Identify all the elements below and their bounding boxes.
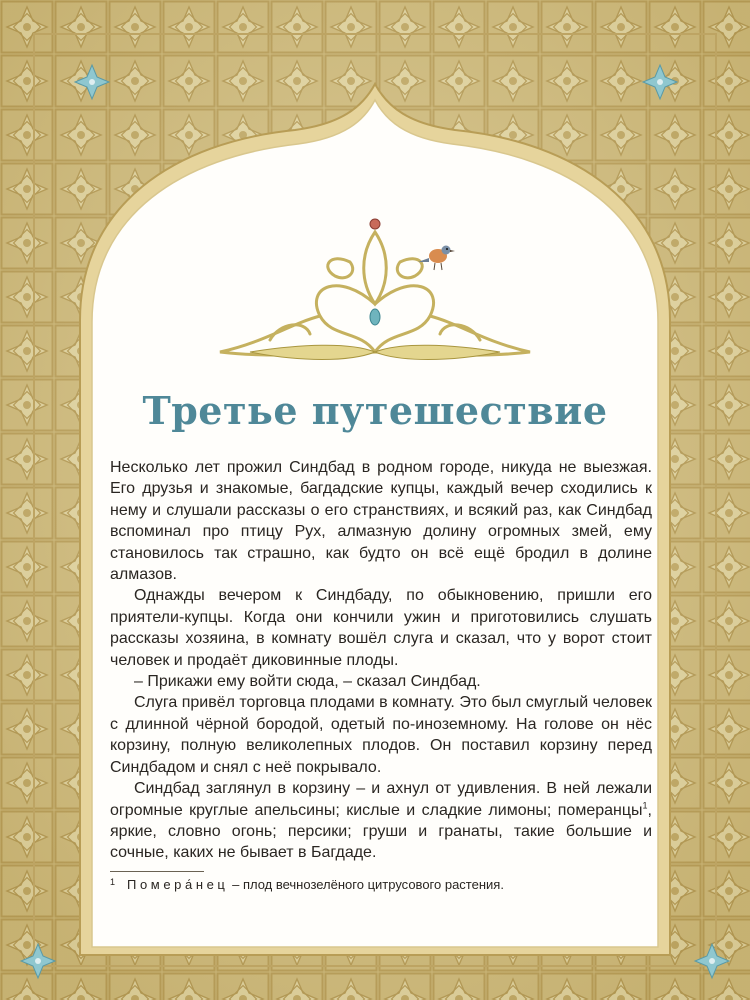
footnote-mark: 1	[110, 877, 116, 887]
paragraph: Однажды вечером к Синдбаду, по обыкновению, пришли его приятели-купцы. Когда они кончили ужин и приготовились слушать рассказы хозяина, в комнату вошёл слуга и сказал, что у ворот стоит человек и продаёт диковинные плоды.	[110, 587, 652, 669]
footnote	[110, 877, 652, 892]
footnote-term: Помера́нец	[127, 877, 229, 892]
paragraph: Слуга привёл торговца плодами в комнату. Это был смуглый человек с длинной чёрной бородой, одетый по-иноземному. На голове он нёс корзину, полную великолепных плодов. Он поставил корзину перед Синдбадом и снял с неё покрывало.	[110, 694, 652, 776]
paragraph: – Прикажи ему войти сюда, – сказал Синдбад.	[134, 673, 481, 691]
body-text	[110, 457, 652, 864]
paragraph-text: Синдбад заглянул в корзину – и ахнул от удивления. В ней лежали огромные круглые апельсины; кислые и сладкие лимоны; померанцы	[110, 780, 652, 819]
footnote-divider	[110, 871, 204, 872]
paragraph	[110, 778, 652, 864]
paragraph-text: , яркие, словно огонь; персики; груши и гранаты, такие большие и сочные, каких не бывает в Багдаде.	[110, 801, 652, 862]
footnote-reference[interactable]: 1	[642, 800, 648, 811]
arabesque-ornament	[210, 212, 540, 372]
footnote-text: – плод вечнозелёного цитрусового растения.	[228, 877, 504, 892]
chapter-title: Третье путешествие	[142, 388, 608, 433]
paragraph: Несколько лет прожил Синдбад в родном городе, никуда не выезжая. Его друзья и знакомые, багдадские купцы, каждый вечер сходились к нему и слушали рассказы о его странствиях, и всякий раз, как Синдбад вспоминал про птицу Рух, алмазную долину огромных змей, ему становилось так страшно, как будто он всё ещё бродил в долине алмазов.	[110, 459, 652, 584]
